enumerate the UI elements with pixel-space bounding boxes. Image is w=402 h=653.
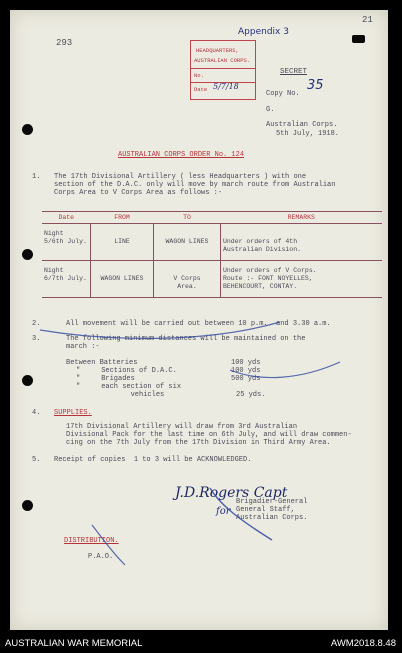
- para-2-text: All movement will be carried out between 10 p.m. and 3.30 a.m.: [66, 320, 331, 328]
- distribution-label: DISTRIBUTION.: [64, 537, 119, 545]
- order-title: AUSTRALIAN CORPS ORDER No. 124: [118, 151, 245, 159]
- distance-value: 100 yds: [231, 359, 261, 367]
- copy-number-value: 35: [307, 78, 324, 93]
- para-3-number: 3.: [32, 335, 41, 343]
- para-3-text: The following minimum distances will be maintained on the march :-: [66, 335, 306, 351]
- distance-value: 25 yds.: [236, 391, 266, 399]
- distance-label: Between Batteries: [66, 359, 138, 367]
- g-reference: G.: [266, 106, 275, 114]
- handwritten-signature: J.D.Rogers Capt: [175, 485, 288, 501]
- distribution-value: P.A.O.: [88, 553, 114, 561]
- para-1-number: 1.: [32, 173, 41, 181]
- para-5-text: Receipt of copies 1 to 3 will be ACKNOWLEDGED.: [54, 456, 252, 464]
- punch-hole: [22, 124, 33, 135]
- para-4-number: 4.: [32, 409, 41, 417]
- distance-label: " each section of six vehicles: [76, 383, 182, 399]
- distance-label: " Sections of D.A.C.: [76, 367, 177, 375]
- movement-table: [42, 211, 382, 298]
- archive-footer: [0, 635, 402, 653]
- issue-date: 5th July, 1918.: [276, 130, 340, 138]
- stamp-date-value: 5/7/18: [213, 82, 239, 91]
- cell-date: Night 5/6th July.: [42, 224, 91, 261]
- col-header-to: TO: [154, 212, 221, 224]
- stamp-line-2: AUSTRALIAN CORPS.: [194, 57, 251, 64]
- para-4-heading: SUPPLIES.: [54, 409, 92, 417]
- punch-hole: [22, 375, 33, 386]
- cell-remarks: Under orders of V Corps. Route :- FONT NOYELLES, BEHENCOURT, CONTAY.: [221, 261, 383, 298]
- corner-number: 21: [362, 15, 373, 25]
- archive-number: 293: [56, 38, 73, 48]
- punch-hole: [22, 249, 33, 260]
- issuing-unit: Australian Corps.: [266, 121, 338, 129]
- col-header-date: Date: [42, 212, 91, 224]
- stamp-line-1: HEADQUARTERS,: [196, 47, 239, 54]
- headquarters-stamp: [190, 40, 256, 100]
- signatory-role: Brigadier-General General Staff, Australian Corps.: [236, 498, 308, 522]
- col-header-from: FROM: [91, 212, 154, 224]
- stamp-date-label: Date: [194, 86, 208, 93]
- document-page: [10, 10, 388, 630]
- footer-institution: AUSTRALIAN WAR MEMORIAL: [5, 638, 143, 649]
- distance-label: " Brigades: [76, 375, 135, 383]
- cell-to: WAGON LINES: [154, 224, 221, 261]
- para-4-text: 17th Divisional Artillery will draw from 3rd Australian Divisional Pack for the last time on 6th July, and will draw commen- cing on the 7th July from the 17th Division in Third Army Area.: [66, 423, 352, 447]
- para-1-text: The 17th Divisional Artillery ( less Headquarters ) with one section of the D.A.C. only will move by march route from Australian Corps Area to V Corps Area as follows :-: [54, 173, 336, 197]
- para-5-number: 5.: [32, 456, 41, 464]
- cell-from: WAGON LINES: [91, 261, 154, 298]
- distance-value: 100 yds: [231, 367, 261, 375]
- secret-label: SECRET: [280, 68, 308, 76]
- cell-from: LINE: [91, 224, 154, 261]
- footer-accession-number: AWM2018.8.48: [330, 638, 396, 649]
- table-row: [42, 224, 382, 261]
- table-row: [42, 261, 382, 298]
- cell-to: V Corps Area.: [154, 261, 221, 298]
- stamp-no-label: No.: [194, 72, 204, 79]
- copy-number-label: Copy No.: [266, 90, 300, 98]
- para-2-number: 2.: [32, 320, 41, 328]
- signature-for: for: [216, 506, 231, 517]
- punch-hole: [22, 500, 33, 511]
- col-header-remarks: REMARKS: [221, 212, 383, 224]
- cell-remarks: Under orders of 4th Australian Division.: [223, 238, 302, 253]
- appendix-note: Appendix 3: [238, 27, 289, 37]
- cell-date: Night 6/7th July.: [42, 261, 91, 298]
- distance-value: 500 yds: [231, 375, 261, 383]
- clip-mark: [352, 35, 365, 43]
